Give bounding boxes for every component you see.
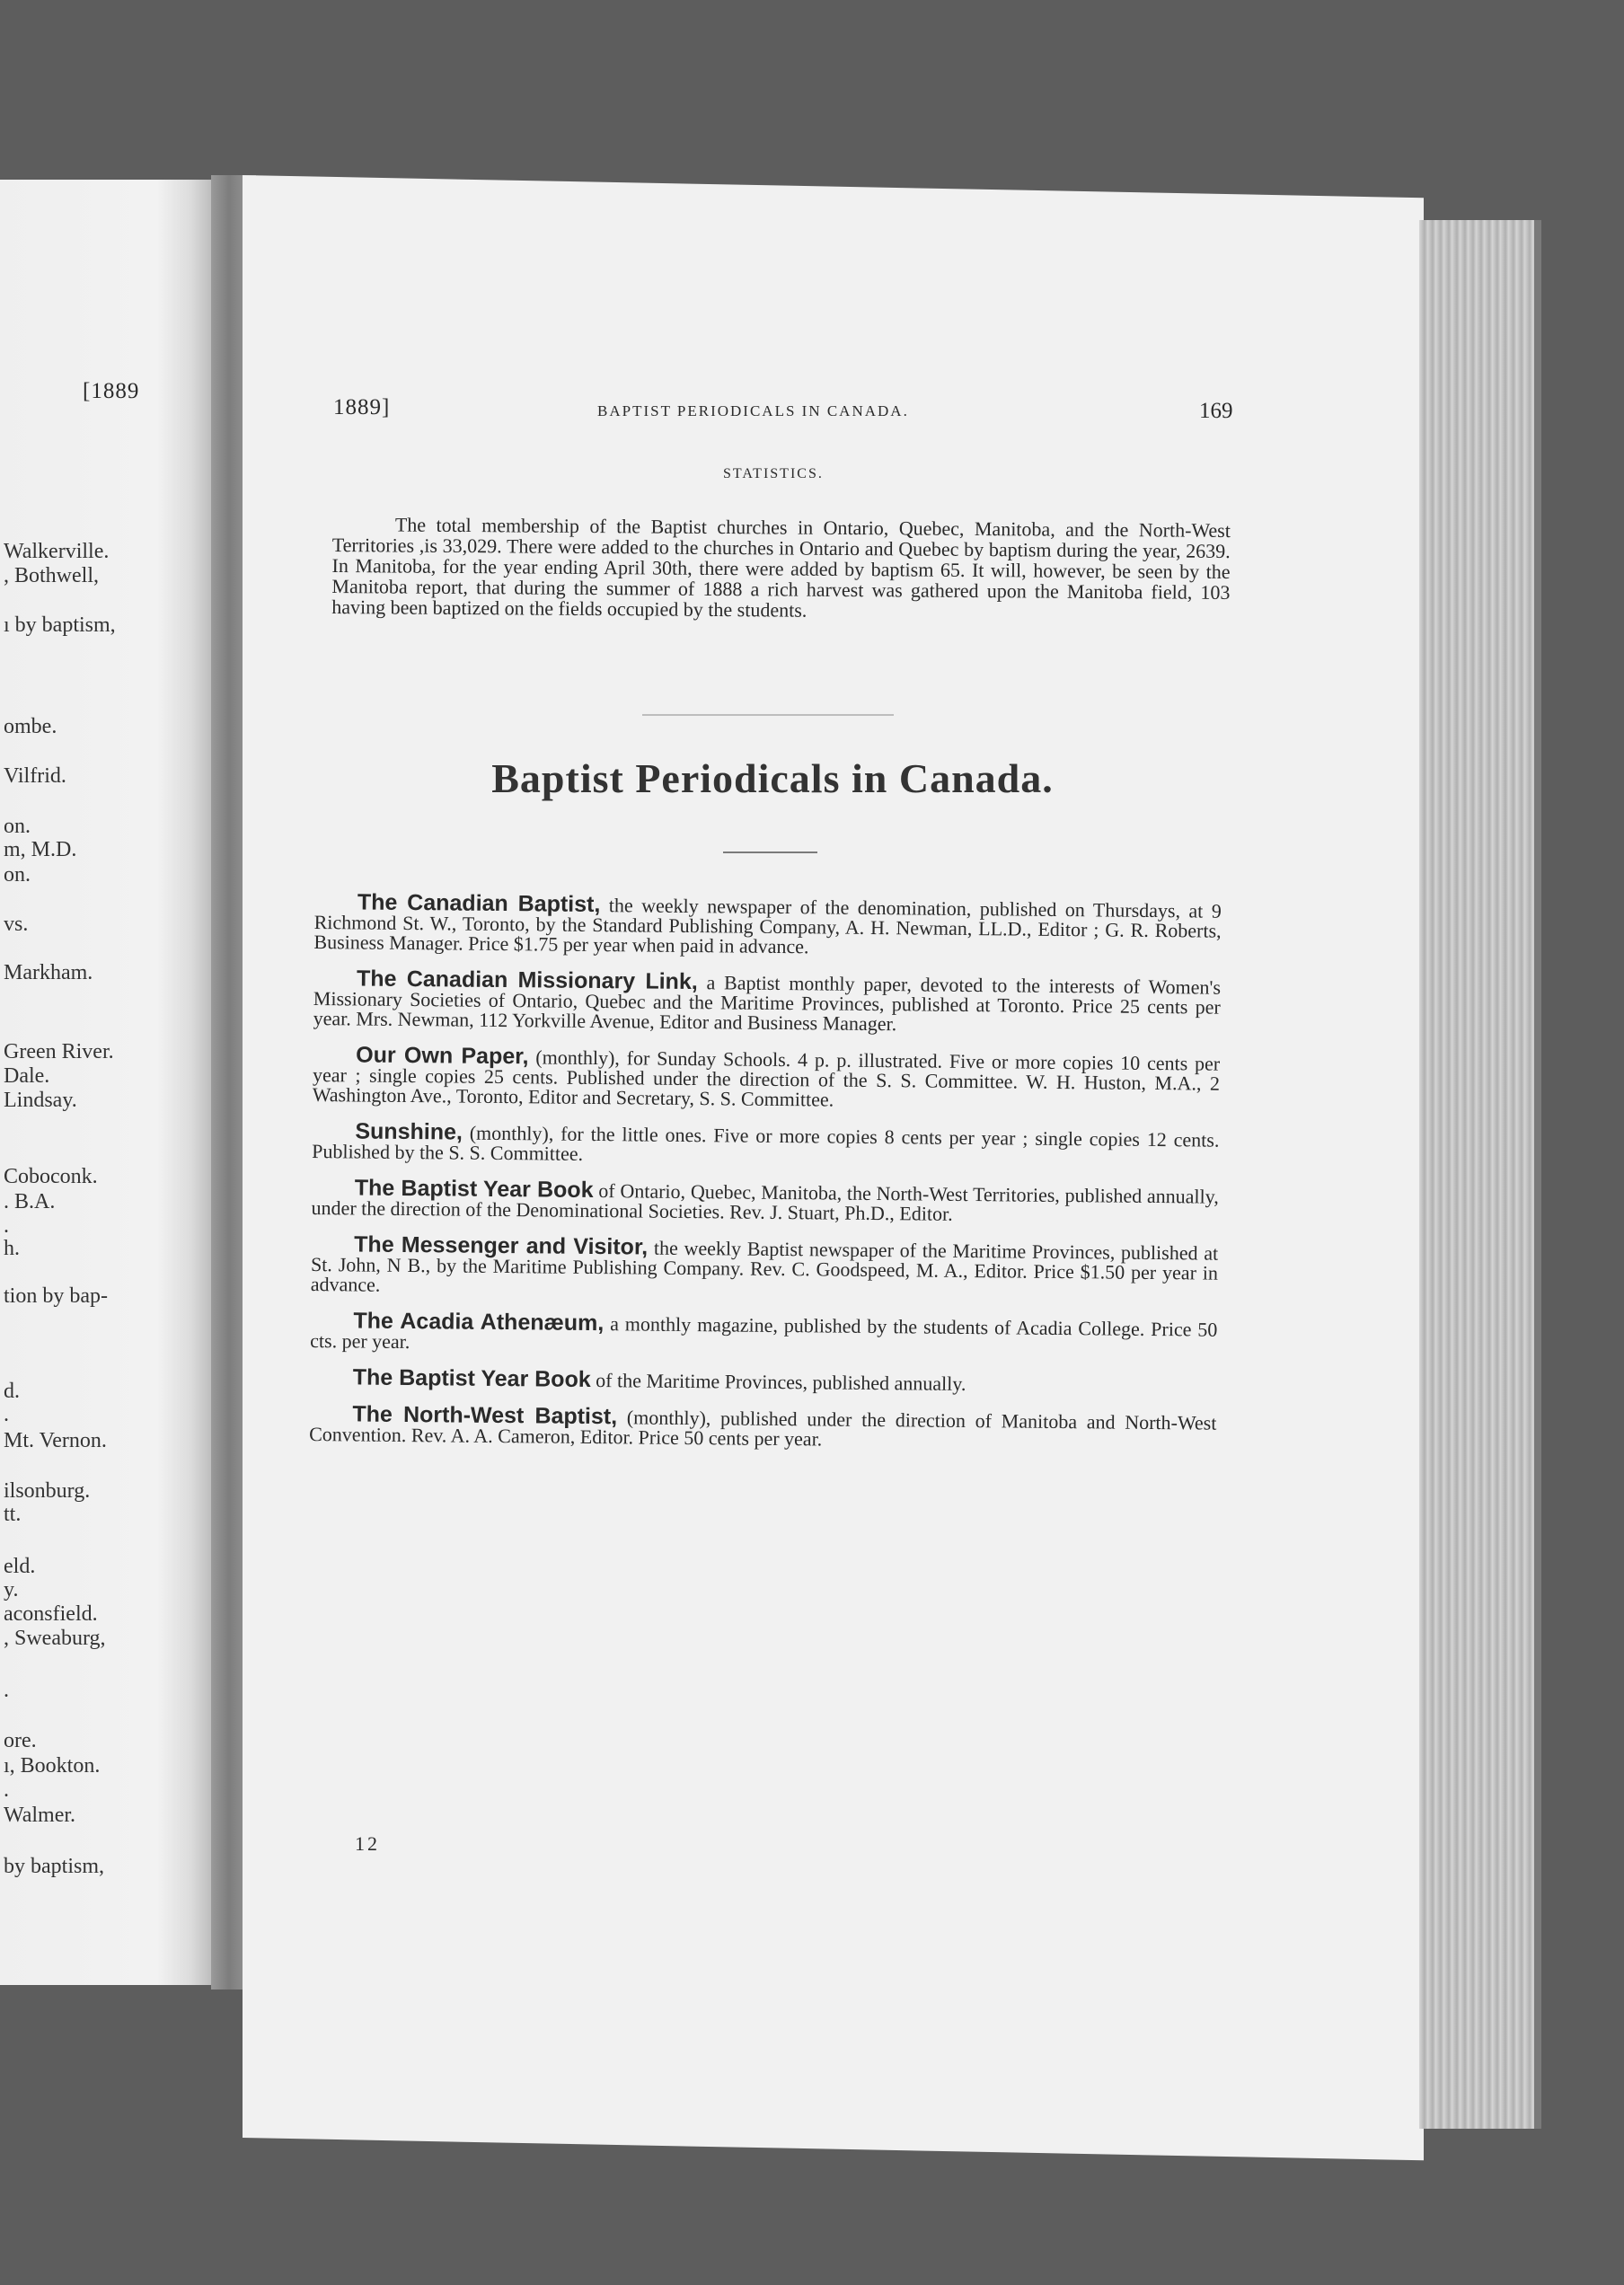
periodical-description: the weekly newspaper of the denomination, published on Thursdays, at 9 Richmond St. W., Toronto, by the Standard Publishing Company, A. H. Newman, LL.D., Editor ; G. R. Roberts, Business Manager. Price $1.75 per year when paid in advance. xyxy=(313,894,1222,958)
left-page-fragment: vs. xyxy=(4,913,29,936)
periodical-name: Sunshine, xyxy=(355,1118,463,1145)
left-page-fragment: h. xyxy=(4,1237,20,1260)
page-edges xyxy=(1419,220,1541,2129)
periodical-description: (monthly), for the little ones. Five or more copies 8 cents per year ; single copies 12 cents. Published by the S. S. Committee. xyxy=(312,1121,1220,1165)
section-divider xyxy=(642,714,894,716)
left-page xyxy=(0,180,225,1985)
signature-mark: 12 xyxy=(355,1832,380,1855)
left-page-fragment: Green River. xyxy=(4,1040,114,1063)
section-title: Baptist Periodicals in Canada. xyxy=(491,755,1054,801)
left-page-fragment: . xyxy=(4,1679,9,1702)
statistics-heading: STATISTICS. xyxy=(723,466,824,481)
left-page-fragment: . xyxy=(4,1778,9,1802)
periodical-name: The Canadian Missionary Link, xyxy=(356,966,698,995)
periodical-name: The Messenger and Visitor, xyxy=(354,1231,649,1260)
left-page-fragment: . xyxy=(4,1214,9,1238)
left-page-fragment: Lindsay. xyxy=(4,1089,77,1112)
periodical-entry xyxy=(313,968,1222,1037)
periodical-name: The North-West Baptist, xyxy=(352,1401,618,1430)
periodical-description: (monthly), published under the direction of Manitoba and North-West Convention. Rev. A. A. Cameron, Editor. Price 50 cents per year. xyxy=(309,1406,1217,1451)
left-page-fragment: ilsonburg. xyxy=(4,1479,91,1503)
left-page-fragment: on. xyxy=(4,863,31,887)
periodical-entry xyxy=(312,1042,1221,1114)
left-page-fragment: Coboconk. xyxy=(4,1165,98,1188)
left-page-fragment: ombe. xyxy=(4,715,57,738)
left-page-fragment: on. xyxy=(4,815,31,838)
left-page-fragment: eld. xyxy=(4,1555,36,1578)
left-page-fragment: . xyxy=(4,1403,9,1426)
periodical-description: of the Maritime Provinces, published annually. xyxy=(590,1368,966,1395)
left-page-fragment: Walmer. xyxy=(4,1804,76,1827)
periodical-entry xyxy=(311,1175,1219,1227)
left-page-fragment: aconsfield. xyxy=(4,1602,98,1626)
periodical-entry xyxy=(310,1310,1217,1360)
left-page-fragment: , Sweaburg, xyxy=(4,1627,106,1650)
left-page-fragment: d. xyxy=(4,1380,20,1403)
left-page-fragment: Dale. xyxy=(4,1064,50,1088)
periodical-entry xyxy=(310,1364,1217,1397)
left-page-fragment: y. xyxy=(4,1578,19,1601)
periodical-name: The Baptist Year Book xyxy=(354,1175,594,1203)
periodical-entry xyxy=(313,889,1222,961)
statistics-paragraph: The total membership of the Baptist churches in Ontario, Quebec, Manitoba, and the North-West Territories ,is 33,029. There were added to the churches in Ontario and Quebec by baptism during the year, 2639. In Manitoba, for the year ending April 30th, there were added by baptism 65. It will, however, be seen by the Manitoba report, that during the summer of 1888 a rich harvest was gathered upon the Manitoba field, 103 having been baptized on the fields occupied by the students. xyxy=(331,513,1231,622)
title-underline xyxy=(723,851,817,853)
left-page-fragment: Mt. Vernon. xyxy=(4,1429,107,1452)
left-page-fragment: Walkerville. xyxy=(4,540,110,563)
periodical-description: the weekly Baptist newspaper of the Maritime Provinces, published at St. John, N B., by the Maritime Publishing Company. Rev. C. Goodspeed, M. A., Editor. Price $1.50 per year in advance. xyxy=(310,1236,1219,1296)
left-page-fragment: tt. xyxy=(4,1503,22,1526)
left-page-fragment: ore. xyxy=(4,1729,37,1752)
periodical-entry xyxy=(309,1401,1217,1453)
periodical-name: The Baptist Year Book xyxy=(352,1364,591,1392)
periodical-name: The Acadia Athenæum, xyxy=(353,1308,605,1337)
left-page-fragment: , Bothwell, xyxy=(4,564,99,587)
left-page-fragment: by baptism, xyxy=(4,1855,104,1878)
periodical-description: a Baptist monthly paper, devoted to the interests of Women's Missionary Societies of Ontario, Quebec and the Maritime Provinces, published at Toronto. Price 25 cents per year. Mrs. Newman, 112 Yorkville Avenue, Editor and Business Manager. xyxy=(313,971,1222,1036)
periodical-name: The Canadian Baptist, xyxy=(357,889,601,918)
running-head xyxy=(301,395,1244,431)
page-number: 169 xyxy=(1199,399,1233,423)
left-page-fragment: ı by baptism, xyxy=(4,613,116,637)
running-head-title: BAPTIST PERIODICALS IN CANADA. xyxy=(597,402,909,419)
left-page-fragment: ı, Bookton. xyxy=(4,1754,101,1778)
periodical-entry xyxy=(310,1231,1219,1303)
periodical-description: a monthly magazine, published by the students of Acadia College. Price 50 cts. per year. xyxy=(310,1312,1218,1354)
periodical-name: Our Own Paper, xyxy=(356,1042,529,1070)
periodical-description: of Ontario, Quebec, Manitoba, the North-West Territories, published annually, under the direction of the Denominational Societies. Rev. J. Stuart, Ph.D., Editor. xyxy=(311,1178,1219,1225)
running-head-year: 1889] xyxy=(333,395,391,419)
left-page-fragment: . B.A. xyxy=(4,1190,56,1213)
left-running-head: [1889 xyxy=(83,379,140,403)
left-page-fragment: Vilfrid. xyxy=(4,764,66,788)
left-page-fragment: m, M.D. xyxy=(4,838,77,861)
periodicals-list xyxy=(309,889,1222,1469)
periodical-entry xyxy=(312,1118,1220,1170)
left-page-fragment: tion by bap- xyxy=(4,1284,108,1308)
left-page-fragment: Markham. xyxy=(4,961,93,984)
periodical-description: (monthly), for Sunday Schools. 4 p. p. illustrated. Five or more copies 10 cents per year ; single copies 25 cents. Published under the direction of the S. S. Committee. W. H. Huston, M.A., 2 Washington Ave., Toronto, Editor and Secretary, S. S. Committee. xyxy=(312,1045,1221,1111)
